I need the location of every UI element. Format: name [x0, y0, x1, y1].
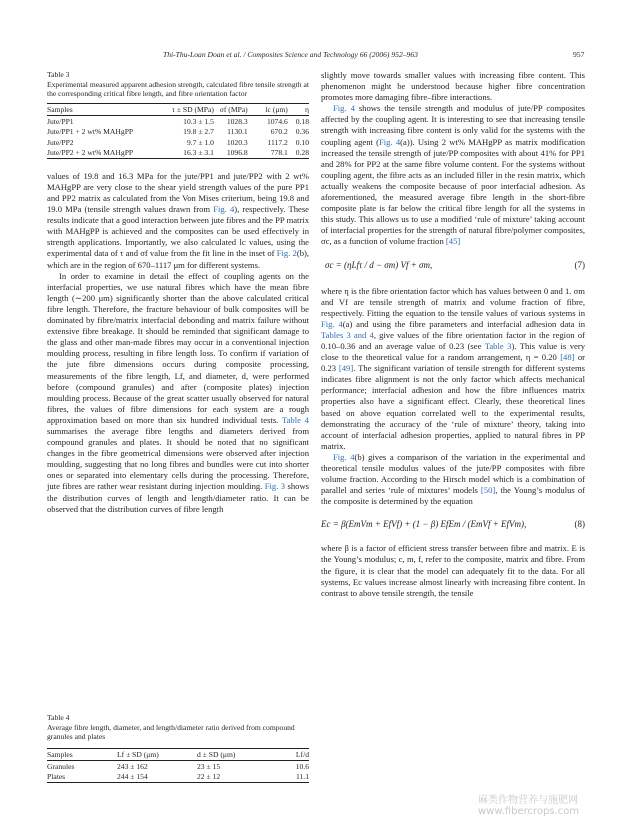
- table4-col-header: Lf ± SD (μm): [117, 748, 197, 760]
- table-row: [47, 127, 309, 137]
- table3-label: Table 3: [47, 70, 70, 79]
- text-run: . The significant variation of tensile strength for different systems indicates fibre alignment is not the only factor which affects mechanical performance; interfacial adhesion and how the fibre influences matrix properties also have a significant effect. Clearly, these theoretical lines based on above equation correlated well to the experimental results, demonstrating the accuracy of the ‘rule of mixture’ theory, taking into account of interfacial adhesion properties, applied to natural fibres in PP matrix.: [321, 363, 585, 451]
- table-cell: Jute/PP1 + 2 wt% MAHgPP: [47, 127, 134, 137]
- table-cell: 11.1: [295, 772, 309, 782]
- paragraph: [321, 452, 585, 507]
- text-run: where η is the fibre orientation factor which has values between 0 and 1. σm and Vf are tensile strength of matrix and volume fraction of fibre, respectively. Fitting the equation to the tensile values of various systems in: [321, 285, 585, 318]
- text-run: , the Young’s modulus of the composite is determined by the equation: [321, 485, 585, 507]
- text-run: (a) and using the fibre parameters and interfacial adhesion data in: [342, 318, 585, 329]
- table-cell: 0.36: [295, 127, 309, 137]
- text-run: shows the tensile strength and modulus of jute/PP composites affected by the coupling agent. It is interesting to see that increasing tensile strength with increasing fibre content is only valid for the systems with the coupling agent (: [321, 103, 585, 147]
- reference-link[interactable]: [50]: [480, 485, 496, 496]
- table4-block: [47, 713, 309, 783]
- paragraph: where β is a factor of efficient stress transfer between fibre and matrix. E is the Young’s modulus; c, m, f, refer to the composite, matrix and fibre. From the figure, it is clear that the model can adequately fit to the data. For all systems, Ec values increase almost linearly with increasing fibre content. In contrast to above tensile strength, the tensile: [321, 543, 585, 598]
- table-row: [47, 761, 309, 772]
- table-cell: Jute/PP2 + 2 wt% MAHgPP: [47, 147, 134, 157]
- table4-col-header: d ± SD (μm): [197, 748, 287, 760]
- figure-link[interactable]: Fig. 2: [276, 248, 297, 259]
- table4-caption: [47, 713, 309, 742]
- table4: [47, 748, 309, 783]
- table-row: [47, 116, 309, 127]
- reference-link[interactable]: [48]: [560, 352, 575, 363]
- equation-number: (8): [574, 519, 585, 530]
- figure-link[interactable]: Fig. 3: [264, 481, 286, 492]
- equation-text: σc = (ηLfτ / d − σm) Vf + σm,: [325, 259, 433, 270]
- paragraph: slightly move towards smaller values with increasing fibre content. This phenomenon might be understood because higher fibre concentration promotes more damaging fibre–fibre interactions.: [321, 70, 585, 103]
- table-cell: 0.10: [295, 137, 309, 147]
- paragraph: [321, 286, 585, 452]
- watermark: [478, 795, 579, 817]
- table4-col-header: Lf/d: [287, 748, 309, 760]
- table-cell: 1028.3: [226, 116, 248, 126]
- text-run: (a)). Using 2 wt% MAHgPP as matrix modification increased the tensile strength of jute/PP composites with about 41% for PP1 and 28% for PP2 at the same fibre volume content. For the systems without coupling agent, the fibre acts as an included filler in the resin matrix, which actually weakens the composite because of poor interfacial adhesion. As aforementioned, the measured average fibre length in the short-fibre composite plate is far below the critical fibre length for all the systems in this study. This allows us to use a modified ‘rule of mixture’ taking account of interfacial properties for the strength of natural fibre/polymer composites, σc, as a function of volume fraction: [321, 136, 585, 247]
- table-cell: 9.7 ± 1.0: [186, 137, 214, 147]
- table3-col-header: Samples: [47, 103, 148, 115]
- reference-link[interactable]: [49]: [338, 363, 354, 374]
- table-row: [47, 147, 309, 158]
- table-cell: 243 ± 162: [117, 761, 148, 771]
- table4-caption-text: Average fibre length, diameter, and length/diameter ratio derived from compound granules and plates: [47, 722, 295, 742]
- table-cell: 1117.2: [267, 137, 288, 147]
- table3-col-header: η: [288, 103, 309, 115]
- journal-citation: Thi-Thu-Loan Doan et al. / Composites Science and Technology 66 (2006) 952–963: [163, 50, 418, 59]
- table-cell: 23 ± 15: [197, 761, 221, 771]
- table-cell: 670.2: [270, 127, 288, 137]
- table-cell: 10.3 ± 1.5: [183, 116, 214, 126]
- table-link[interactable]: Table 4: [281, 414, 309, 425]
- equation-7: [321, 252, 585, 282]
- figure-link[interactable]: Fig. 4: [321, 318, 343, 329]
- table4-label: Table 4: [47, 713, 70, 722]
- table-cell: Jute/PP1: [47, 116, 74, 126]
- equation-text: Ec = β(EmVm + EfVf) + (1 − β) EfEm / (EmVf + EfVm),: [321, 519, 527, 530]
- figure-link[interactable]: Fig. 4: [333, 103, 355, 114]
- table-link[interactable]: Table 3: [484, 340, 512, 351]
- table4-col-header: Samples: [47, 748, 117, 760]
- watermark-line: 麻类作物营养与施肥网: [478, 795, 578, 806]
- text-run: shows the distribution curves of length and length/diameter ratio. It can be observed that the distribution curves of fibre length: [47, 481, 309, 514]
- watermark-line: www.fibercrops.com: [478, 806, 580, 817]
- page-number: 957: [573, 50, 585, 59]
- table-link[interactable]: Tables 3 and 4: [321, 329, 374, 340]
- table-cell: 19.8 ± 2.7: [183, 127, 214, 137]
- table3: [47, 103, 309, 159]
- table-cell: Jute/PP2: [47, 137, 74, 147]
- table-cell: Plates: [47, 772, 66, 782]
- figure-link[interactable]: Fig. 4: [379, 136, 401, 147]
- left-column: [47, 70, 309, 515]
- text-run: In order to examine in detail the effect of coupling agents on the interfacial properties, we use natural fibres which have the mean fibre length (∼200 μm) significantly shorter than the above calculated critical fibre length. Therefore, the fracture behaviour of bulk composites will be dominated by fibre/matrix interfacial debonding and matrix failure without extensive fibre breakage. It should be reminded that significant damage to the glass and other man-made fibres may occur in a conventional injection moulding process, resulting in fibre length loss. To confirm if variation of the jute fibre dimensions occurs during composite processing, measurements of the fibre length, Lf, and diameter, d, were performed before (compound granules) and after (composite plates) injection moulding process. Because of the great scatter usually observed for natural fibres, the values of fibre dimensions for each system are a rough approximation based on more than six hundred individual tests.: [47, 270, 309, 425]
- table-cell: 244 ± 154: [117, 772, 148, 782]
- figure-link[interactable]: Fig. 4: [213, 204, 235, 215]
- table3-header-row: [47, 103, 309, 115]
- text-run: summarises the average fibre lengths and diameters derived from compound granules and plates. It should be noted that no significant changes in the fibre geometrical dimensions were observed after injection moulding, suggesting that no long fibres and bundles were cut into shorter ones or separated into elementary cells during the processing. Therefore, jute fibres are rather wear resistant during injection moulding.: [47, 425, 309, 492]
- text-run: or 0.23: [321, 352, 585, 374]
- table-cell: 1130.1: [227, 127, 248, 137]
- table-cell: 22 ± 12: [197, 772, 221, 782]
- table-cell: 0.18: [295, 116, 309, 126]
- text-run: ). This value is very close to the theoretical value for a random arrangement, η = 0.20: [321, 340, 585, 363]
- equation-number: (7): [574, 259, 585, 270]
- text-run: (b), which are in the region of 670–1117 μm for different systems.: [47, 248, 309, 270]
- table3-caption-text: Experimental measured apparent adhesion strength, calculated fibre tensile strength at the corresponding critical fibre length, and fibre orientation factor: [47, 79, 309, 99]
- text-run: (b) gives a comparison of the variation in the experimental and theoretical tensile modulus values of the jute/PP composites with fibre volume fraction. According to the Hirsch model which is a combination of parallel and series ‘rule of mixtures’ models: [321, 451, 585, 496]
- table-cell: 16.3 ± 3.1: [183, 147, 214, 157]
- text-run: ), respectively. These results indicate that a good interaction between jute fibres and the PP matrix with MAHgPP is achieved and the composites can be used effectively in strength applications. Importantly, we also calculated lc values, using the experimental data of τ and σf value from the fit line in the inset of: [47, 204, 309, 259]
- table-row: [47, 772, 309, 783]
- table-cell: 0.28: [295, 147, 309, 157]
- right-column: [321, 70, 585, 599]
- table-cell: 1074.6: [266, 116, 288, 126]
- table-cell: Granules: [47, 761, 75, 771]
- reference-link[interactable]: [45]: [445, 236, 461, 247]
- table-cell: 1096.8: [226, 147, 248, 157]
- text-run: , give values of the fibre orientation factor in the region of 0.10–0.36 and an average value of 0.23 (see: [321, 329, 585, 351]
- paragraph: [47, 271, 309, 515]
- table3-col-header: lc (μm): [248, 103, 288, 115]
- table-row: [47, 137, 309, 147]
- table3-caption: [47, 70, 309, 99]
- text-run: values of 19.8 and 16.3 MPa for the jute/PP1 and jute/PP2 with 2 wt% MAHgPP are very close to the shear yield strength values of the pure PP1 and PP2 matrix as calculated from the Von Mises criterium, being 19.8 and 19.0 MPa (tensile strength values drawn from: [47, 170, 309, 215]
- table-cell: 10.6: [295, 761, 309, 771]
- figure-link[interactable]: Fig. 4: [333, 451, 355, 462]
- table-cell: 778.1: [270, 147, 288, 157]
- running-header: [0, 50, 620, 62]
- table3-col-header: σf (MPa): [214, 103, 248, 115]
- table4-header-row: [47, 748, 309, 760]
- table3-col-header: τ ± SD (MPa): [148, 103, 214, 115]
- paragraph: [321, 103, 585, 247]
- equation-8: [321, 511, 585, 539]
- table-cell: 1020.3: [226, 137, 248, 147]
- paragraph: [47, 171, 309, 271]
